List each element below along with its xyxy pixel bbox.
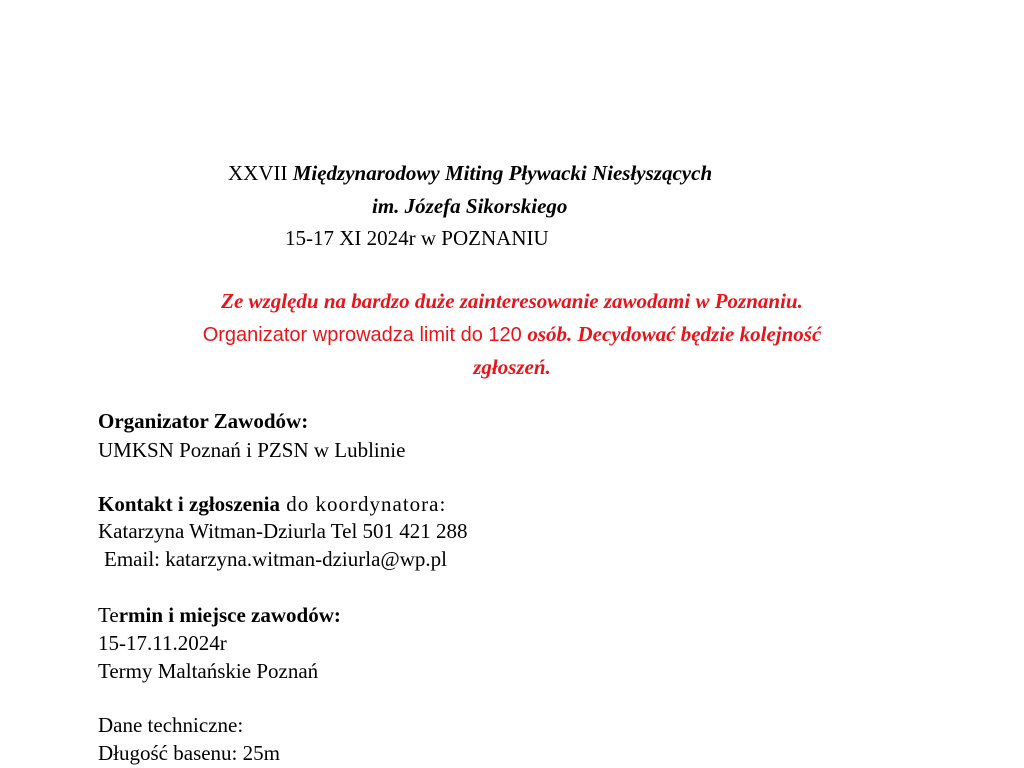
event-edition: XXVII [228, 161, 293, 185]
contact-person: Katarzyna Witman-Dziurla Tel 501 421 288 [98, 519, 468, 543]
venue-heading: Termin i miejsce zawodów: [98, 603, 341, 627]
contact-email[interactable]: Email: katarzyna.witman-dziurla@wp.pl [104, 547, 447, 571]
pool-length: Długość basenu: 25m [98, 741, 280, 765]
organizer-heading: Organizator Zawodów: [98, 409, 309, 433]
technical-heading: Dane techniczne: [98, 713, 244, 737]
venue-date: 15-17.11.2024r [98, 631, 227, 655]
notice-line3: zgłoszeń. [473, 355, 551, 379]
event-title-line1 [228, 163, 712, 184]
contact-heading: Kontakt i zgłoszenia do koordynatora: [98, 492, 447, 516]
organizer-value: UMKSN Poznań i PZSN w Lublinie [98, 438, 406, 462]
event-date-location: 15-17 XI 2024r w POZNANIU [285, 226, 549, 250]
notice-line2: Organizator wprowadza limit do 120 osób. Decydować będzie kolejność [202, 322, 822, 346]
event-name: Międzynarodowy Miting Pływacki Niesłyszących [292, 161, 713, 185]
venue-place: Termy Maltańskie Poznań [98, 659, 319, 683]
notice-line1: Ze względu na bardzo duże zainteresowanie zawodami w Poznaniu. [221, 289, 803, 313]
event-patron: im. Józefa Sikorskiego [372, 194, 568, 218]
